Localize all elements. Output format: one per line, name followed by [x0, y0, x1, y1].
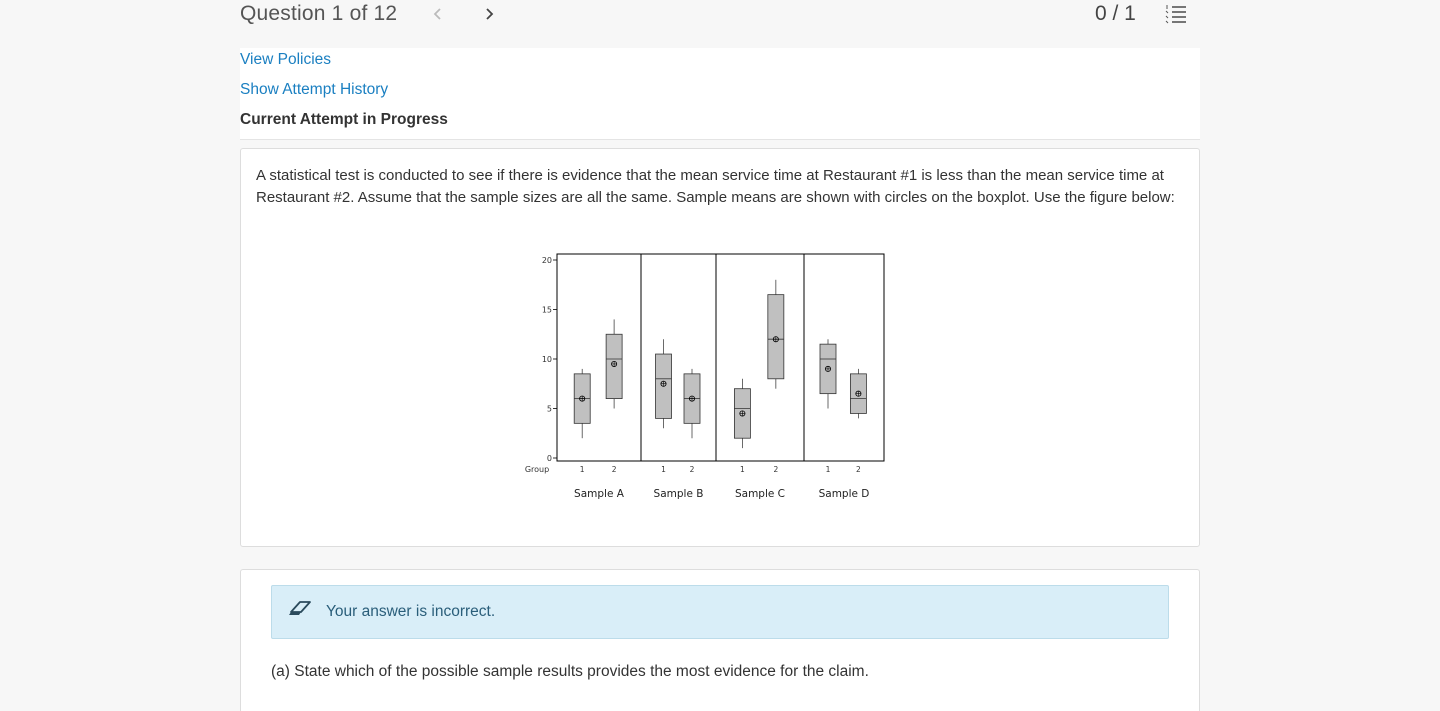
- question-counter: Question 1 of 12: [240, 2, 398, 25]
- y-tick-label: 10: [541, 355, 552, 364]
- attempt-header: [240, 48, 1200, 140]
- group-tick-label: 2: [773, 465, 779, 474]
- chevron-left-icon[interactable]: [428, 2, 448, 26]
- panel-label: Sample B: [653, 488, 704, 500]
- numbered-list-icon[interactable]: [1164, 3, 1188, 25]
- feedback-message: Your answer is incorrect.: [326, 603, 496, 620]
- group-tick-label: 1: [661, 465, 666, 474]
- show-attempt-history-link[interactable]: Show Attempt History: [240, 81, 389, 98]
- boxplot-chart: [524, 249, 904, 509]
- y-tick-label: 0: [546, 454, 552, 463]
- part-a-prompt: (a) State which of the possible sample results provides the most evidence for the claim.: [271, 663, 869, 680]
- feedback-alert: [271, 585, 1169, 639]
- answer-card: [240, 569, 1200, 711]
- view-policies-link[interactable]: View Policies: [240, 51, 332, 68]
- attempt-status: Current Attempt in Progress: [240, 111, 448, 128]
- group-tick-label: 2: [689, 465, 695, 474]
- eraser-icon: [287, 599, 313, 619]
- group-tick-label: 1: [740, 465, 745, 474]
- question-prompt: A statistical test is conducted to see if there is evidence that the mean service time at Restaurant #1 is less than the mean service time at Restaurant #2. Assume that the sample sizes are all the same. Sample means are shown with circles on the boxplot. Use the figure below:: [256, 167, 1175, 206]
- y-tick-label: 20: [541, 256, 552, 265]
- y-tick-label: 15: [541, 305, 552, 315]
- panel-label: Sample C: [734, 488, 786, 500]
- group-axis-label: Group: [524, 465, 550, 474]
- panel-label: Sample A: [574, 488, 624, 500]
- group-tick-label: 1: [825, 465, 831, 474]
- panel-label: Sample D: [818, 488, 870, 500]
- question-card: [240, 148, 1200, 547]
- boxplot-figure: [524, 249, 904, 509]
- group-tick-label: 1: [579, 465, 585, 474]
- group-tick-label: 2: [611, 465, 617, 474]
- score-display: 0 / 1: [1095, 2, 1136, 25]
- chevron-right-icon[interactable]: [480, 2, 500, 26]
- group-tick-label: 2: [856, 465, 861, 474]
- y-tick-label: 5: [546, 404, 552, 414]
- question-navigation-bar: [0, 0, 1440, 48]
